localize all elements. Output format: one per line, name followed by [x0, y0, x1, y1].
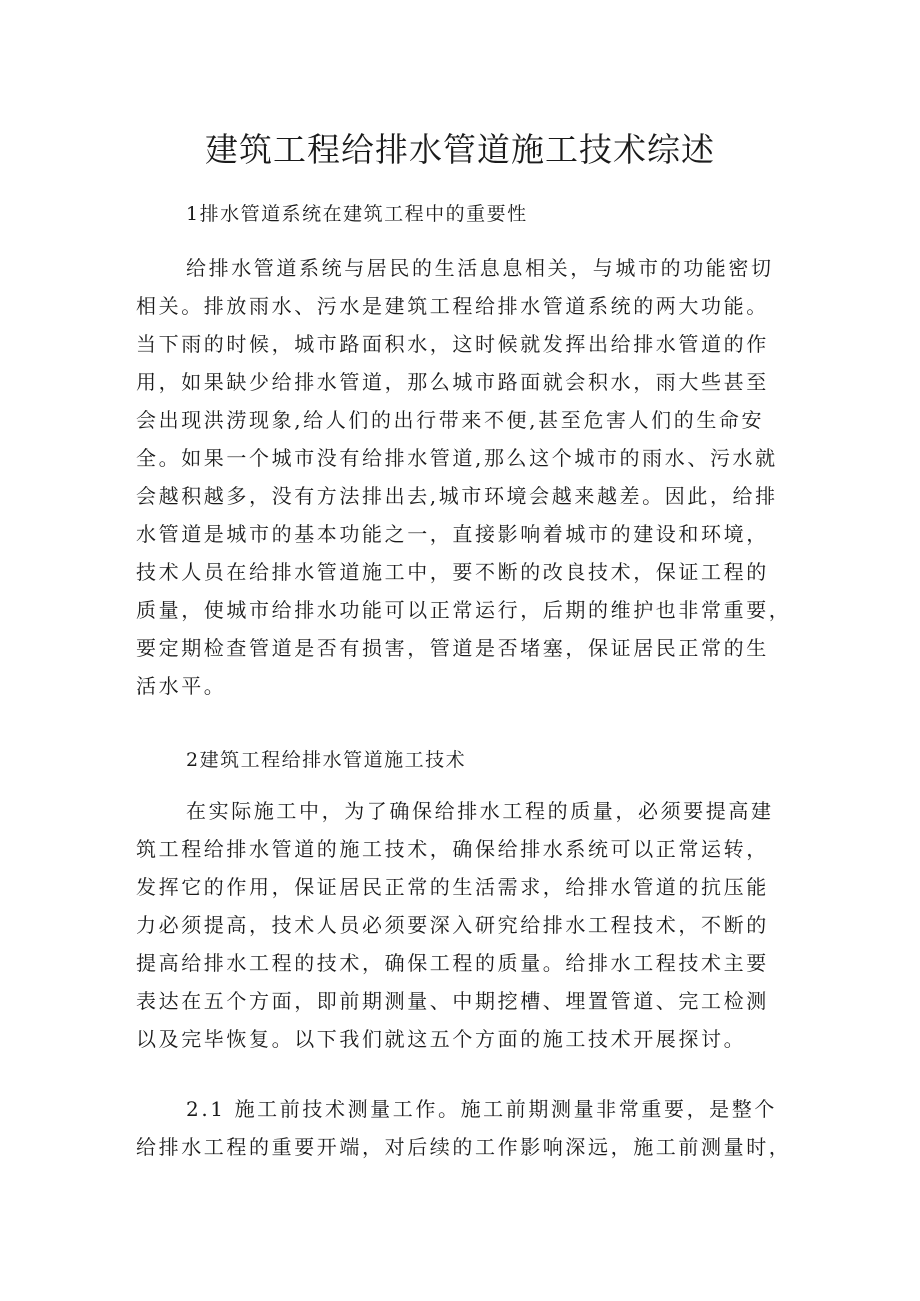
paragraph-line: 技术人员在给排水管道施工中，要不断的改良技术，保证工程的	[136, 560, 769, 584]
paragraph-line: 提高给排水工程的技术，确保工程的质量。给排水工程技术主要	[136, 951, 769, 975]
section-1-paragraph	[136, 249, 792, 705]
paragraph-line: 质量，使城市给排水功能可以正常运行，后期的维护也非常重要，	[136, 598, 792, 622]
paragraph-line: 会出现洪涝现象,给人们的出行带来不便,甚至危害人们的生命安	[136, 408, 765, 432]
paragraph-line: 在实际施工中，为了确保给排水工程的质量，必须要提高建	[186, 799, 774, 823]
paragraph-line: 要定期检查管道是否有损害，管道是否堵塞，保证居民正常的生	[136, 636, 769, 660]
section-2-heading: 2建筑工程给排水管道施工技术	[186, 749, 467, 771]
section-1-heading: 1排水管道系统在建筑工程中的重要性	[186, 203, 528, 225]
paragraph-line: 相关。排放雨水、污水是建筑工程给排水管道系统的两大功能。	[136, 294, 769, 318]
paragraph-line: 2.1 施工前技术测量工作。施工前期测量非常重要，是整个	[186, 1097, 777, 1121]
paragraph-line: 当下雨的时候，城市路面积水，这时候就发挥出给排水管道的作	[136, 332, 769, 356]
document-title: 建筑工程给排水管道施工技术综述	[205, 130, 715, 169]
paragraph-line: 给排水工程的重要开端，对后续的工作影响深远，施工前测量时，	[136, 1135, 792, 1159]
section-2-1-paragraph	[136, 1090, 792, 1166]
paragraph-line: 用，如果缺少给排水管道，那么城市路面就会积水，雨大些甚至	[136, 370, 769, 394]
paragraph-line: 活水平。	[136, 674, 227, 698]
paragraph-line: 全。如果一个城市没有给排水管道,那么这个城市的雨水、污水就	[136, 446, 778, 470]
paragraph-line: 以及完毕恢复。以下我们就这五个方面的施工技术开展探讨。	[136, 1027, 747, 1051]
paragraph-line: 力必须提高，技术人员必须要深入研究给排水工程技术，不断的	[136, 913, 769, 937]
paragraph-line: 会越积越多，没有方法排出去,城市环境会越来越差。因此，给排	[136, 484, 778, 508]
section-2-paragraph	[136, 792, 792, 1058]
paragraph-line: 筑工程给排水管道的施工技术，确保给排水系统可以正常运转，	[136, 837, 769, 861]
paragraph-line: 给排水管道系统与居民的生活息息相关，与城市的功能密切	[186, 256, 774, 280]
paragraph-line: 表达在五个方面，即前期测量、中期挖槽、埋置管道、完工检测	[136, 989, 769, 1013]
paragraph-line: 水管道是城市的基本功能之一，直接影响着城市的建设和环境，	[136, 522, 769, 546]
paragraph-line: 发挥它的作用，保证居民正常的生活需求，给排水管道的抗压能	[136, 875, 769, 899]
